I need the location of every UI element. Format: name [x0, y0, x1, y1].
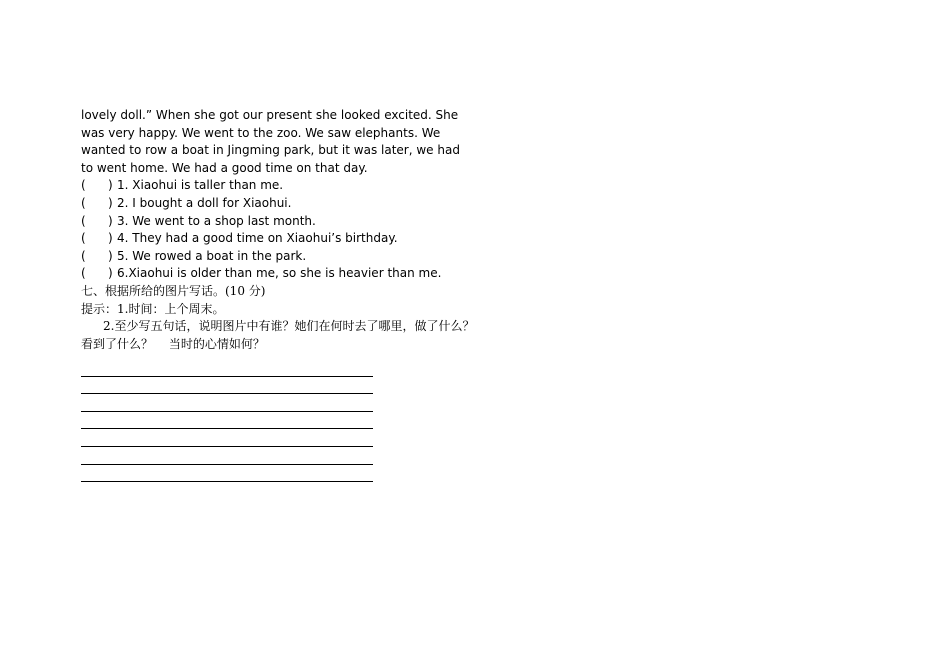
- reading-section: [81, 107, 481, 353]
- writing-line[interactable]: [81, 465, 373, 483]
- hint-line: 2.至少写五句话，说明图片中有谁？她们在何时去了哪里，做了什么？: [103, 319, 475, 334]
- passage-line: was very happy. We went to the zoo. We saw elephants. We: [81, 125, 441, 140]
- question-item: [81, 195, 481, 213]
- question-item: [81, 265, 481, 283]
- answer-blank-close: ): [108, 231, 113, 246]
- writing-line[interactable]: [81, 377, 373, 395]
- section-heading: 七、根据所给的图片写话。(10 分): [81, 283, 266, 298]
- question-text: 5. We rowed a boat in the park.: [117, 248, 307, 263]
- writing-line[interactable]: [81, 359, 373, 377]
- writing-line[interactable]: [81, 429, 373, 447]
- question-text: 4. They had a good time on Xiaohui’s birthday.: [117, 231, 398, 246]
- hint-line: 看到了什么？ 当时的心情如何？: [81, 336, 265, 351]
- answer-blank-open: (: [81, 231, 86, 246]
- answer-blank-close: ): [108, 266, 113, 281]
- question-item: [81, 248, 481, 266]
- answer-blank-open: (: [81, 195, 86, 210]
- passage-line: wanted to row a boat in Jingming park, but it was later, we had: [81, 143, 460, 158]
- question-item: [81, 230, 481, 248]
- answer-blank-close: ): [108, 213, 113, 228]
- question-text: 6.Xiaohui is older than me, so she is heavier than me.: [117, 266, 442, 281]
- writing-line[interactable]: [81, 447, 373, 465]
- answer-blank-close: ): [108, 178, 113, 193]
- hint-line: 提示：1.时间：上个周末。: [81, 301, 225, 316]
- answer-blank-open: (: [81, 248, 86, 263]
- answer-blank-open: (: [81, 266, 86, 281]
- question-item: [81, 213, 481, 231]
- answer-blank-open: (: [81, 213, 86, 228]
- passage-line: to went home. We had a good time on that day.: [81, 160, 368, 175]
- writing-area[interactable]: [81, 359, 373, 482]
- passage-line: lovely doll.” When she got our present she looked excited. She: [81, 108, 459, 122]
- question-text: 1. Xiaohui is taller than me.: [117, 178, 284, 193]
- answer-blank-close: ): [108, 248, 113, 263]
- question-text: 3. We went to a shop last month.: [117, 213, 316, 228]
- answer-blank-close: ): [108, 195, 113, 210]
- writing-line[interactable]: [81, 412, 373, 430]
- answer-blank-open: (: [81, 178, 86, 193]
- question-text: 2. I bought a doll for Xiaohui.: [117, 195, 292, 210]
- question-item: [81, 177, 481, 195]
- writing-line[interactable]: [81, 394, 373, 412]
